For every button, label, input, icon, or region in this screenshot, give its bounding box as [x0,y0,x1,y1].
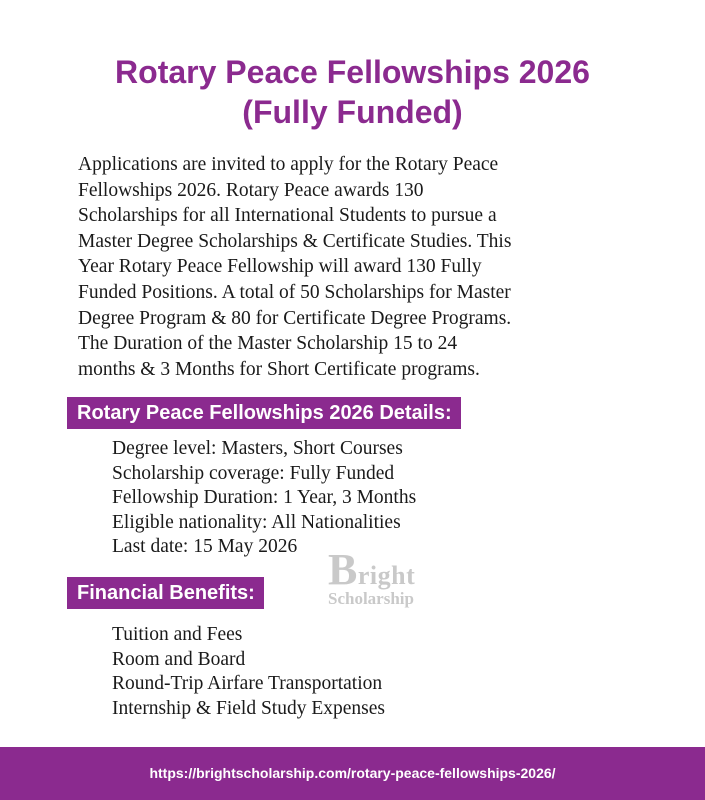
details-item-last-date: Last date: 15 May 2026 [112,536,298,558]
benefits-list [112,623,385,721]
benefits-heading: Financial Benefits: [67,577,264,609]
page-title [0,52,705,132]
benefits-item-airfare: Round-Trip Airfare Transportation [112,673,383,695]
footer-url-link[interactable]: https://brightscholarship.com/rotary-peace-fellowships-2026/ [149,765,556,781]
intro-line: months & 3 Months for Short Certificate programs. [78,358,480,380]
footer-bar [0,747,705,800]
details-heading: Rotary Peace Fellowships 2026 Details: [67,397,461,429]
page-title-line-1: Rotary Peace Fellowships 2026 [115,54,590,90]
details-item-degree-level: Degree level: Masters, Short Courses [112,438,403,459]
watermark-rest: right [357,561,416,590]
intro-line: Degree Program & 80 for Certificate Degree Programs. [78,307,512,329]
intro-line: Funded Positions. A total of 50 Scholarships for Master [78,281,511,303]
bright-scholarship-watermark [328,545,416,608]
benefits-item-internship: Internship & Field Study Expenses [112,697,385,719]
intro-line: Applications are invited to apply for the Rotary Peace [78,154,499,175]
intro-line: Master Degree Scholarships & Certificate Studies. This [78,230,512,252]
details-item-coverage: Scholarship coverage: Fully Funded [112,462,395,484]
intro-line: Fellowships 2026. Rotary Peace awards 130 [78,179,424,201]
page-title-line-2: (Fully Funded) [242,94,463,130]
intro-line: The Duration of the Master Scholarship 15 to 24 [78,333,458,355]
intro-paragraph [78,152,638,382]
intro-line: Scholarships for all International Students to pursue a [78,205,497,227]
benefits-item-room-board: Room and Board [112,648,246,670]
benefits-item-tuition: Tuition and Fees [112,624,243,645]
details-item-duration: Fellowship Duration: 1 Year, 3 Months [112,487,417,509]
details-list [112,437,416,560]
watermark-initial: B [328,545,358,594]
intro-line: Year Rotary Peace Fellowship will award 130 Fully [78,256,482,278]
watermark-line-2: Scholarship [328,589,414,608]
details-item-nationality: Eligible nationality: All Nationalities [112,511,401,533]
watermark-line-1 [328,545,416,594]
